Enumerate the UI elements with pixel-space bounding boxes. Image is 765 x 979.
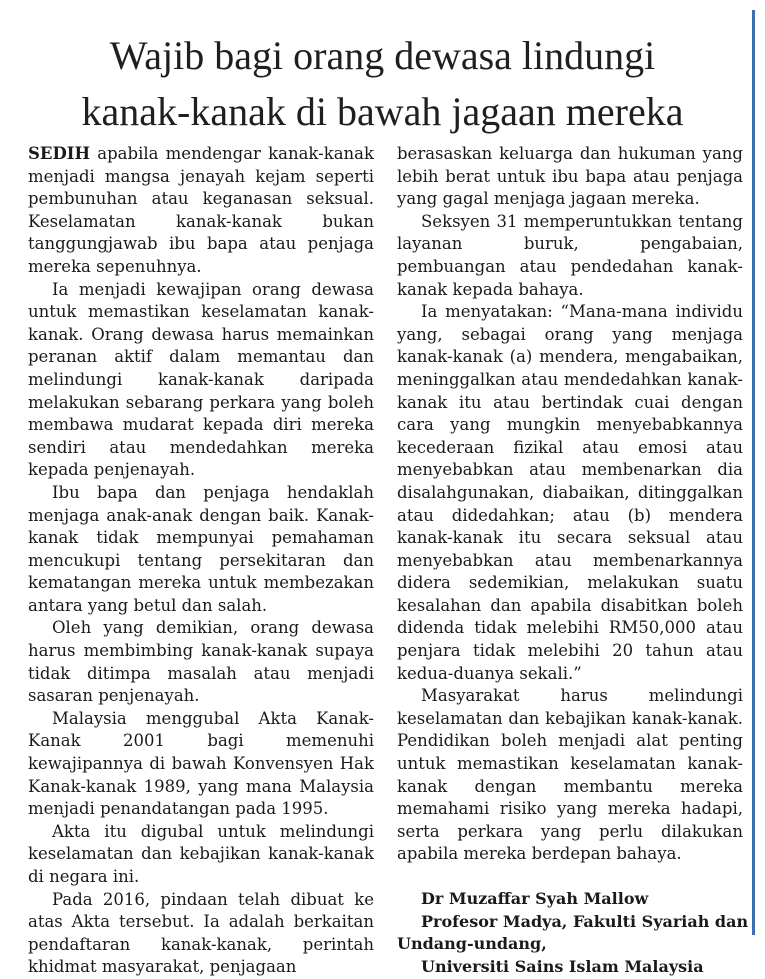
- lead-word: SEDIH: [28, 144, 91, 163]
- paragraph-7: Pada 2016, pindaan telah dibuat ke atas Akta tersebut. Ia adalah berkaitan pendaftaran kanak-kanak, perintah khidmat masyarakat, penjagaan: [28, 889, 374, 977]
- paragraph-3: Ibu bapa dan penjaga hendaklah menjaga anak-anak dengan baik. Kanak-kanak tidak mempunyai pemahaman mencukupi tentang persekitaran dan kematangan mereka untuk membezakan antara yang betul dan salah.: [28, 482, 374, 615]
- paragraph-8: Seksyen 31 memperuntukkan tentang layanan buruk, pengabaian, pembuangan atau pendedahan kanak-kanak kepada bahaya.: [397, 211, 743, 299]
- column-rule: [752, 10, 755, 935]
- article-column-left: [28, 143, 374, 979]
- article-headline: [0, 28, 765, 140]
- paragraph-2: Ia menjadi kewajipan orang dewasa untuk memastikan keselamatan kanak-kanak. Orang dewasa harus memainkan peranan aktif dalam memantau dan melindungi kanak-kanak daripada melakukan sebarang perkara yang boleh membawa mudarat kepada diri mereka sendiri atau mendedahkan mereka kepada penjenayah.: [28, 279, 374, 480]
- paragraph-7-continued: berasaskan keluarga dan hukuman yang lebih berat untuk ibu bapa atau penjaga yang gagal menjaga jagaan mereka.: [397, 144, 743, 209]
- author-title: Profesor Madya, Fakulti Syariah dan: [421, 911, 749, 931]
- paragraph-6: Akta itu digubal untuk melindungi keselamatan dan kebajikan kanak-kanak di negara ini.: [28, 821, 374, 886]
- author-signature: [397, 888, 749, 978]
- article-column-right: [397, 143, 749, 978]
- paragraph-4: Oleh yang demikian, orang dewasa harus membimbing kanak-kanak supaya tidak ditimpa masalah atau menjadi sasaran penjenayah.: [28, 618, 374, 706]
- headline-line-2: kanak-kanak di bawah jagaan mereka: [81, 89, 684, 134]
- author-name: Dr Muzaffar Syah Mallow: [421, 889, 649, 908]
- headline-line-1: Wajib bagi orang dewasa lindungi: [109, 33, 656, 78]
- paragraph-5: Malaysia menggubal Akta Kanak-Kanak 2001 bagi memenuhi kewajipannya di bawah Konvensyen Hak Kanak-kanak 1989, yang mana Malaysia menjadi penandatangan pada 1995.: [28, 708, 374, 819]
- lead-paragraph: [28, 143, 374, 279]
- paragraph-10: Masyarakat harus melindungi keselamatan dan kebajikan kanak-kanak. Pendidikan boleh menjadi alat penting untuk memastikan keselamatan kanak-kanak dengan membantu mereka memahami risiko yang mereka hadapi, serta perkara yang perlu dilakukan apabila mereka berdepan bahaya.: [397, 686, 743, 864]
- author-university: Universiti Sains Islam Malaysia: [421, 956, 704, 976]
- author-department: Undang-undang,: [397, 934, 547, 954]
- paragraph-9: Ia menyatakan: “Mana-mana individu yang, sebagai orang yang menjaga kanak-kanak (a) mendera, mengabaikan, meninggalkan atau mendedahkan kanak-kanak itu atau bertindak cuai dengan cara yang mungkin menyebabkannya kecederaan fizikal atau emosi atau menyebabkan atau membenarkan dia disalahgunakan, diabaikan, ditinggalkan atau didedahkan; atau (b) mendera kanak-kanak itu secara seksual atau menyebabkan atau membenarkannya didera sedemikian, melakukan suatu kesalahan dan apabila disabitkan boleh didenda tidak melebihi RM50,000 atau penjara tidak melebihi 20 tahun atau kedua-duanya sekali.”: [397, 302, 743, 683]
- lead-text: apabila mendengar kanak-kanak menjadi mangsa jenayah kejam seperti pembunuhan atau keganasan seksual. Keselamatan kanak-kanak bukan tanggungjawab ibu bapa atau penjaga mereka sepenuhnya.: [28, 144, 374, 276]
